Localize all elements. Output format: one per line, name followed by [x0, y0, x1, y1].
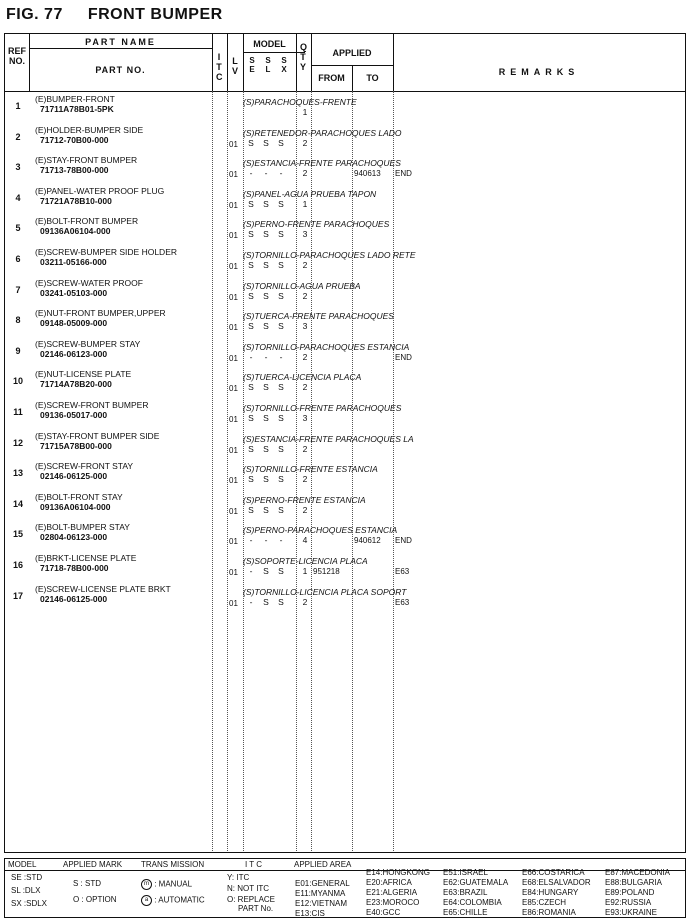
model-sx-value: S: [278, 137, 284, 148]
lv-value: 01: [229, 323, 238, 333]
table-row: [5, 583, 687, 614]
model-se-value: S: [248, 504, 254, 515]
qty-value: 2: [302, 596, 308, 607]
part-number: 09148-05009-000: [40, 318, 108, 329]
part-no-header: PART NO.: [95, 65, 146, 75]
qty-value: 3: [302, 229, 308, 240]
area-code: E01:GENERAL: [295, 879, 350, 888]
model-se-value: S: [248, 474, 254, 485]
qty-value: 2: [302, 504, 308, 515]
part-number: 02146-06123-000: [40, 348, 108, 359]
area-code: E40:GCC: [366, 908, 401, 917]
legend-model-sl: SL :DLX: [11, 886, 41, 895]
spanish-name: (S)RETENEDOR-PARACHOQUES LADO: [243, 127, 402, 138]
spanish-name: (S)TUERCA-FRENTE PARACHOQUES: [243, 311, 394, 322]
to-value: 940612: [354, 536, 381, 546]
area-code: E87:MACEDONIA: [605, 868, 670, 877]
area-code: E12:VIETNAM: [295, 899, 348, 908]
area-code: E89:POLAND: [605, 888, 655, 897]
part-name: (E)SCREW-BUMPER SIDE HOLDER: [35, 247, 177, 257]
model-sx-value: S: [278, 596, 284, 607]
part-name: (E)PANEL-WATER PROOF PLUG: [35, 185, 165, 196]
lv-value: 01: [229, 262, 238, 271]
spanish-name: (S)PANEL-AGUA PRUEBA TAPON: [243, 188, 377, 199]
lv-value: 01: [229, 506, 238, 516]
area-code: E20:AFRICA: [366, 878, 412, 887]
lv-value: 01: [229, 537, 238, 547]
legend-itc-n: N: NOT ITC: [227, 884, 270, 893]
model-sx-value: -: [279, 535, 283, 546]
area-code: E14:HONGKONG: [366, 868, 431, 877]
table-row: [5, 246, 687, 277]
part-number: 71711A78B01-5PK: [40, 104, 114, 114]
legend-footer: [4, 858, 686, 918]
lv-value: 01: [229, 292, 238, 302]
lv-value: 01: [229, 231, 238, 241]
remarks-value: END: [395, 352, 412, 362]
model-col-sx: S X: [281, 56, 287, 74]
legend-trans-header: TRANS MISSION: [141, 860, 205, 869]
legend-itc-o: O: REPLACE: [227, 895, 276, 904]
model-sl-value: S: [263, 321, 269, 332]
part-name: (E)SCREW-BUMPER STAY: [35, 338, 141, 349]
model-sl-value: S: [263, 596, 269, 607]
area-code: E11:MYANMA: [295, 889, 346, 898]
model-se-value: -: [249, 351, 253, 362]
area-code: E51:ISRAEL: [443, 868, 488, 877]
lv-value: 01: [229, 170, 238, 180]
legend-model-se: SE :STD: [11, 873, 43, 882]
legend-area-header: APPLIED AREA: [294, 860, 352, 869]
part-number: 02146-06125-000: [40, 471, 108, 482]
model-sx-value: S: [278, 566, 284, 576]
part-number: 09136A06104-000: [40, 501, 111, 512]
model-se-value: S: [248, 198, 254, 209]
lv-value: 01: [229, 568, 238, 577]
model-se-value: S: [248, 290, 254, 301]
table-row: [5, 124, 687, 155]
model-sl-value: -: [264, 351, 268, 362]
model-sx-value: -: [279, 168, 283, 179]
model-se-value: -: [249, 535, 253, 546]
qty-value: 1: [302, 566, 308, 576]
applied-header: APPLIED: [332, 48, 372, 58]
model-sx-value: S: [278, 260, 284, 270]
qty-value: 2: [302, 137, 308, 148]
lv-value: 01: [229, 353, 238, 363]
ref-no: 14: [12, 498, 23, 509]
model-se-value: S: [248, 137, 254, 148]
part-number: 71721A78B10-000: [40, 195, 112, 206]
ref-no: 8: [15, 315, 21, 326]
part-number: 03211-05166-000: [40, 257, 107, 267]
part-number: 71718-78B00-000: [40, 563, 109, 573]
parts-table: [4, 33, 686, 853]
ref-no: 11: [13, 407, 23, 417]
qty-value: 2: [302, 443, 308, 454]
legend-model-sx: SX :SDLX: [11, 899, 48, 908]
remarks-value: END: [395, 536, 412, 546]
table-row: [5, 277, 687, 308]
area-code: E64:COLOMBIA: [443, 898, 502, 907]
qty-value: 2: [302, 351, 308, 362]
model-sl-value: S: [263, 137, 269, 148]
qty-value: 3: [302, 413, 308, 423]
part-name: (E)SCREW-FRONT BUMPER: [35, 400, 149, 410]
lv-value: 01: [229, 476, 238, 486]
table-row: [5, 430, 687, 461]
model-sx-value: -: [279, 351, 283, 362]
model-se-value: S: [248, 443, 254, 454]
model-sl-value: -: [264, 168, 268, 179]
legend-trans-manual: m : MANUAL: [141, 879, 192, 890]
spanish-name: (S)TORNILLO-FRENTE PARACHOQUES: [243, 403, 402, 413]
area-code: E66:COSTARICA: [522, 868, 585, 877]
legend-applied-mark-header: APPLIED MARK: [63, 860, 123, 869]
ref-no: 2: [15, 131, 21, 142]
model-sx-value: S: [278, 443, 284, 454]
qty-value: 2: [302, 260, 308, 270]
model-se-value: S: [248, 382, 254, 393]
manual-icon: m: [141, 879, 152, 890]
model-sl-value: -: [264, 535, 268, 546]
remarks-value: E63: [395, 567, 410, 576]
legend-model-header: MODEL: [8, 860, 37, 869]
part-name-header: PART NAME: [85, 37, 156, 47]
model-se-value: S: [248, 321, 254, 332]
ref-no: 16: [12, 560, 23, 570]
area-code: E92:RUSSIA: [605, 898, 652, 907]
ref-no: 1: [15, 101, 21, 111]
lv-value: 01: [229, 384, 238, 394]
automatic-icon: a: [141, 895, 152, 906]
area-code: E85:CZECH: [522, 898, 567, 907]
area-code: E62:GUATEMALA: [443, 878, 509, 887]
area-code: E21:ALGERIA: [366, 888, 418, 897]
part-name: (E)BRKT-LICENSE PLATE: [35, 553, 137, 563]
area-code: E86:ROMANIA: [522, 908, 576, 917]
legend-itc-header: I T C: [245, 860, 263, 869]
spanish-name: (S)TORNILLO-AGUA PRUEBA: [243, 280, 361, 291]
spanish-name: (S)TUERCA-LICENCIA PLACA: [243, 372, 362, 383]
table-row: [5, 399, 687, 430]
table-row: [5, 215, 687, 246]
from-header: FROM: [318, 73, 345, 83]
model-sl-value: S: [263, 382, 269, 393]
lv-header: LV: [232, 56, 239, 76]
spanish-name: (S)SOPORTE-LICENCIA PLACA: [243, 556, 368, 566]
remarks-value: E63: [395, 597, 410, 607]
part-number: 09136A06104-000: [40, 226, 111, 237]
qty-value: 2: [302, 474, 308, 485]
model-sx-value: S: [278, 474, 284, 485]
ref-no: 10: [12, 376, 23, 387]
part-number: 71714A78B20-000: [40, 379, 112, 390]
ref-no: 4: [15, 192, 21, 203]
part-number: 71715A78B00-000: [40, 440, 112, 451]
ref-no: 13: [12, 468, 23, 479]
table-row: [5, 460, 687, 491]
part-name: (E)STAY-FRONT BUMPER: [35, 155, 138, 166]
lv-value: 01: [229, 445, 238, 455]
itc-header: ITC: [216, 52, 223, 82]
part-number: 02804-06123-000: [40, 532, 108, 543]
part-number: 03241-05103-000: [40, 287, 108, 298]
spanish-name: (S)ESTANCIA-FRENTE PARACHOQUES LA: [243, 433, 414, 444]
qty-value: 2: [302, 290, 308, 301]
spanish-name: (S)PERNO-PARACHOQUES ESTANCIA: [243, 525, 398, 536]
part-number: 02146-06125-000: [40, 593, 108, 604]
part-number: 71712-70B00-000: [40, 134, 109, 145]
area-code: E63:BRAZIL: [443, 888, 488, 897]
table-row: [5, 93, 687, 124]
model-sl-value: S: [263, 198, 269, 209]
qty-value: 3: [302, 321, 308, 332]
model-sl-value: S: [263, 443, 269, 454]
remarks-value: END: [395, 169, 412, 179]
ref-no: 3: [15, 162, 21, 173]
model-sx-value: S: [278, 229, 284, 240]
model-sl-value: S: [263, 290, 269, 301]
model-sl-value: S: [263, 260, 269, 270]
part-name: (E)SCREW-FRONT STAY: [35, 461, 134, 472]
model-sl-value: S: [263, 504, 269, 515]
spanish-name: (S)TORNILLO-FRENTE ESTANCIA: [243, 464, 378, 475]
model-sl-value: S: [263, 474, 269, 485]
spanish-name: (S)PERNO-FRENTE PARACHOQUES: [243, 219, 390, 230]
part-name: (E)SCREW-LICENSE PLATE BRKT: [35, 583, 171, 594]
model-se-value: -: [249, 596, 253, 607]
figure-title: [6, 6, 243, 24]
part-number: 71713-78B00-000: [40, 165, 109, 176]
area-code: E88:BULGARIA: [605, 878, 662, 887]
model-col-se: S E: [249, 56, 255, 74]
spanish-name: (S)TORNILLO-PARACHOQUES LADO RETE: [243, 250, 416, 260]
spanish-name: (S)PERNO-FRENTE ESTANCIA: [243, 494, 366, 505]
model-sx-value: S: [278, 504, 284, 515]
part-number: 09136-05017-000: [40, 410, 108, 420]
spanish-name: (S)ESTANCIA-FRENTE PARACHOQUES: [243, 158, 401, 169]
qty-value: 2: [302, 168, 308, 179]
model-header: MODEL: [253, 39, 286, 49]
model-sx-value: S: [278, 290, 284, 301]
part-name: (E)BUMPER-FRONT: [35, 94, 115, 104]
legend-mark-option: O : OPTION: [73, 895, 117, 904]
legend-mark-std: S : STD: [73, 879, 102, 888]
table-row: [5, 338, 687, 369]
part-name: (E)BOLT-FRONT STAY: [35, 491, 123, 502]
spanish-name: (S)TORNILLO-PARACHOQUES ESTANCIA: [243, 341, 410, 352]
legend-itc-y: Y: ITC: [227, 873, 250, 882]
legend-itc-partno: PART No.: [238, 904, 274, 913]
table-row: [5, 491, 687, 522]
ref-no: 6: [15, 254, 21, 264]
area-code: E65:CHILLE: [443, 908, 488, 917]
model-se-value: S: [248, 260, 254, 270]
model-sx-value: S: [278, 382, 284, 393]
model-sl-value: S: [263, 566, 269, 576]
lv-value: 01: [229, 200, 238, 210]
qty-value: 1: [302, 107, 308, 117]
part-name: (E)BOLT-BUMPER STAY: [35, 522, 130, 533]
area-code: E68:ELSALVADOR: [522, 878, 591, 887]
from-value: 951218: [313, 567, 340, 576]
part-name: (E)NUT-FRONT BUMPER,UPPER: [35, 308, 166, 319]
model-se-value: -: [249, 566, 253, 576]
figure-name: FRONT BUMPER: [87, 6, 223, 23]
lv-value: 01: [229, 139, 238, 149]
table-row: [5, 521, 687, 552]
table-row: [5, 154, 687, 185]
area-code: E13:CIS: [295, 909, 325, 918]
table-row: [5, 552, 687, 583]
to-value: 940613: [354, 169, 381, 179]
model-sl-value: S: [263, 229, 269, 240]
model-col-sl: S L: [265, 56, 271, 74]
ref-no-header: REF NO.: [8, 46, 26, 66]
qty-header: QTY: [300, 42, 308, 72]
qty-value: 1: [302, 198, 308, 209]
area-code: E84:HUNGARY: [522, 888, 579, 897]
part-name: (E)BOLT-FRONT BUMPER: [35, 216, 139, 227]
area-code: E23:MOROCO: [366, 898, 420, 907]
ref-no: 12: [12, 437, 23, 448]
to-header: TO: [366, 73, 379, 83]
ref-no: 5: [15, 223, 21, 234]
ref-no: 17: [12, 590, 23, 601]
model-sx-value: S: [278, 198, 284, 209]
model-se-value: S: [248, 413, 254, 423]
table-row: [5, 307, 687, 338]
spanish-name: (S)PARACHOQUES-FRENTE: [243, 97, 357, 107]
model-se-value: S: [248, 229, 254, 240]
model-sx-value: S: [278, 413, 284, 423]
ref-no: 15: [12, 529, 23, 540]
qty-value: 4: [302, 535, 308, 546]
table-row: [5, 185, 687, 216]
qty-value: 2: [302, 382, 308, 393]
table-row: [5, 368, 687, 399]
ref-no: 7: [15, 284, 21, 295]
part-name: (E)STAY-FRONT BUMPER SIDE: [35, 430, 160, 441]
spanish-name: (S)TORNILLO-LICENCIA PLACA SOPORT: [243, 586, 407, 597]
model-se-value: -: [249, 168, 253, 179]
remarks-header: REMARKS: [498, 67, 580, 77]
legend-trans-auto: a : AUTOMATIC: [141, 895, 205, 906]
lv-value: 01: [229, 598, 238, 608]
part-name: (E)NUT-LICENSE PLATE: [35, 369, 132, 380]
model-sl-value: S: [263, 413, 269, 423]
part-name: (E)HOLDER-BUMPER SIDE: [35, 124, 144, 135]
area-code: E93:UKRAINE: [605, 908, 658, 917]
figure-number: FIG. 77: [6, 6, 63, 23]
model-sx-value: S: [278, 321, 284, 332]
lv-value: 01: [229, 415, 238, 424]
ref-no: 9: [15, 345, 21, 356]
part-name: (E)SCREW-WATER PROOF: [35, 277, 143, 288]
